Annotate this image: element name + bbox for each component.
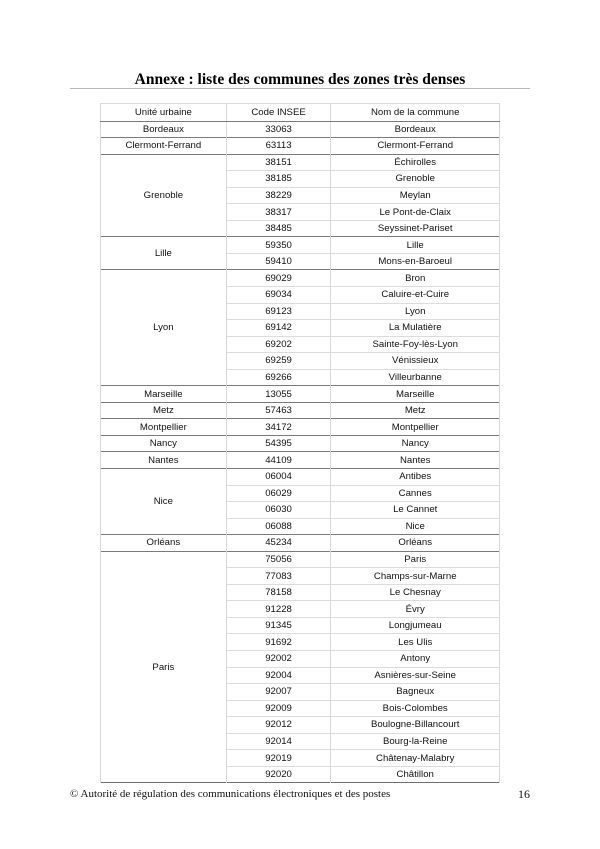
cell-insee-code: 92009 xyxy=(226,700,331,717)
communes-table xyxy=(100,103,500,783)
cell-commune-name: Les Ulis xyxy=(331,634,500,651)
cell-commune-name: Vénissieux xyxy=(331,353,500,370)
table-row xyxy=(101,386,500,403)
cell-commune-name: Châtillon xyxy=(331,766,500,783)
cell-commune-name: Meylan xyxy=(331,187,500,204)
cell-commune-name: Paris xyxy=(331,551,500,568)
table-row xyxy=(101,535,500,552)
column-header-code: Code INSEE xyxy=(226,104,331,122)
cell-commune-name: Lille xyxy=(331,237,500,254)
cell-urban-unit: Clermont-Ferrand xyxy=(101,138,227,155)
cell-commune-name: Bagneux xyxy=(331,684,500,701)
cell-commune-name: Asnières-sur-Seine xyxy=(331,667,500,684)
cell-insee-code: 69259 xyxy=(226,353,331,370)
cell-commune-name: Nice xyxy=(331,518,500,535)
cell-commune-name: Le Pont-de-Claix xyxy=(331,204,500,221)
cell-insee-code: 57463 xyxy=(226,402,331,419)
cell-commune-name: Bois-Colombes xyxy=(331,700,500,717)
table-row xyxy=(101,121,500,138)
cell-commune-name: Échirolles xyxy=(331,154,500,171)
title-divider xyxy=(70,88,530,89)
cell-commune-name: Orléans xyxy=(331,535,500,552)
cell-commune-name: Bourg-la-Reine xyxy=(331,733,500,750)
cell-insee-code: 92019 xyxy=(226,750,331,767)
cell-insee-code: 92020 xyxy=(226,766,331,783)
cell-insee-code: 45234 xyxy=(226,535,331,552)
cell-insee-code: 06088 xyxy=(226,518,331,535)
cell-insee-code: 38485 xyxy=(226,220,331,237)
cell-urban-unit: Marseille xyxy=(101,386,227,403)
table-row xyxy=(101,468,500,485)
cell-commune-name: Bordeaux xyxy=(331,121,500,138)
cell-insee-code: 59350 xyxy=(226,237,331,254)
cell-commune-name: Boulogne-Billancourt xyxy=(331,717,500,734)
page-title: Annexe : liste des communes des zones très denses xyxy=(134,71,466,88)
cell-commune-name: Metz xyxy=(331,402,500,419)
cell-insee-code: 69029 xyxy=(226,270,331,287)
cell-commune-name: Champs-sur-Marne xyxy=(331,568,500,585)
cell-insee-code: 06029 xyxy=(226,485,331,502)
cell-insee-code: 38185 xyxy=(226,171,331,188)
cell-insee-code: 69202 xyxy=(226,336,331,353)
cell-commune-name: Grenoble xyxy=(331,171,500,188)
table-row xyxy=(101,270,500,287)
footer-copyright: © Autorité de régulation des communications électroniques et des postes xyxy=(70,788,391,800)
cell-insee-code: 13055 xyxy=(226,386,331,403)
cell-urban-unit: Grenoble xyxy=(101,154,227,237)
cell-insee-code: 92007 xyxy=(226,684,331,701)
cell-insee-code: 69034 xyxy=(226,286,331,303)
cell-insee-code: 63113 xyxy=(226,138,331,155)
cell-urban-unit: Nancy xyxy=(101,435,227,452)
cell-urban-unit: Metz xyxy=(101,402,227,419)
cell-commune-name: Le Cannet xyxy=(331,502,500,519)
table-row xyxy=(101,402,500,419)
cell-commune-name: Mons-en-Baroeul xyxy=(331,253,500,270)
cell-commune-name: Châtenay-Malabry xyxy=(331,750,500,767)
cell-commune-name: Sainte-Foy-lès-Lyon xyxy=(331,336,500,353)
cell-urban-unit: Orléans xyxy=(101,535,227,552)
cell-commune-name: Antony xyxy=(331,651,500,668)
cell-insee-code: 06004 xyxy=(226,468,331,485)
cell-insee-code: 92014 xyxy=(226,733,331,750)
cell-commune-name: La Mulatière xyxy=(331,320,500,337)
cell-commune-name: Bron xyxy=(331,270,500,287)
cell-insee-code: 91228 xyxy=(226,601,331,618)
table-row xyxy=(101,435,500,452)
table-row xyxy=(101,419,500,436)
column-header-commune: Nom de la commune xyxy=(331,104,500,122)
cell-insee-code: 69266 xyxy=(226,369,331,386)
cell-insee-code: 69123 xyxy=(226,303,331,320)
cell-insee-code: 06030 xyxy=(226,502,331,519)
cell-insee-code: 91692 xyxy=(226,634,331,651)
cell-commune-name: Longjumeau xyxy=(331,617,500,634)
table-header-row xyxy=(101,104,500,122)
cell-commune-name: Caluire-et-Cuire xyxy=(331,286,500,303)
cell-commune-name: Le Chesnay xyxy=(331,584,500,601)
cell-insee-code: 92002 xyxy=(226,651,331,668)
cell-insee-code: 75056 xyxy=(226,551,331,568)
cell-insee-code: 78158 xyxy=(226,584,331,601)
cell-urban-unit: Nice xyxy=(101,468,227,534)
page-number: 16 xyxy=(518,787,530,801)
column-header-unit: Unité urbaine xyxy=(101,104,227,122)
cell-insee-code: 92012 xyxy=(226,717,331,734)
cell-insee-code: 92004 xyxy=(226,667,331,684)
cell-insee-code: 34172 xyxy=(226,419,331,436)
cell-urban-unit: Lyon xyxy=(101,270,227,386)
table-row xyxy=(101,154,500,171)
cell-insee-code: 38229 xyxy=(226,187,331,204)
cell-insee-code: 38317 xyxy=(226,204,331,221)
table-row xyxy=(101,452,500,469)
cell-urban-unit: Paris xyxy=(101,551,227,783)
table-row xyxy=(101,551,500,568)
cell-insee-code: 33063 xyxy=(226,121,331,138)
cell-insee-code: 69142 xyxy=(226,320,331,337)
cell-insee-code: 59410 xyxy=(226,253,331,270)
cell-insee-code: 38151 xyxy=(226,154,331,171)
cell-commune-name: Nantes xyxy=(331,452,500,469)
cell-insee-code: 91345 xyxy=(226,617,331,634)
cell-commune-name: Clermont-Ferrand xyxy=(331,138,500,155)
cell-insee-code: 54395 xyxy=(226,435,331,452)
table-row xyxy=(101,237,500,254)
cell-commune-name: Marseille xyxy=(331,386,500,403)
table-body xyxy=(101,121,500,783)
cell-commune-name: Montpellier xyxy=(331,419,500,436)
cell-commune-name: Évry xyxy=(331,601,500,618)
cell-urban-unit: Bordeaux xyxy=(101,121,227,138)
cell-commune-name: Antibes xyxy=(331,468,500,485)
cell-urban-unit: Nantes xyxy=(101,452,227,469)
cell-urban-unit: Lille xyxy=(101,237,227,270)
cell-commune-name: Cannes xyxy=(331,485,500,502)
cell-commune-name: Seyssinet-Pariset xyxy=(331,220,500,237)
table-row xyxy=(101,138,500,155)
cell-commune-name: Lyon xyxy=(331,303,500,320)
cell-insee-code: 44109 xyxy=(226,452,331,469)
cell-urban-unit: Montpellier xyxy=(101,419,227,436)
cell-insee-code: 77083 xyxy=(226,568,331,585)
cell-commune-name: Villeurbanne xyxy=(331,369,500,386)
cell-commune-name: Nancy xyxy=(331,435,500,452)
